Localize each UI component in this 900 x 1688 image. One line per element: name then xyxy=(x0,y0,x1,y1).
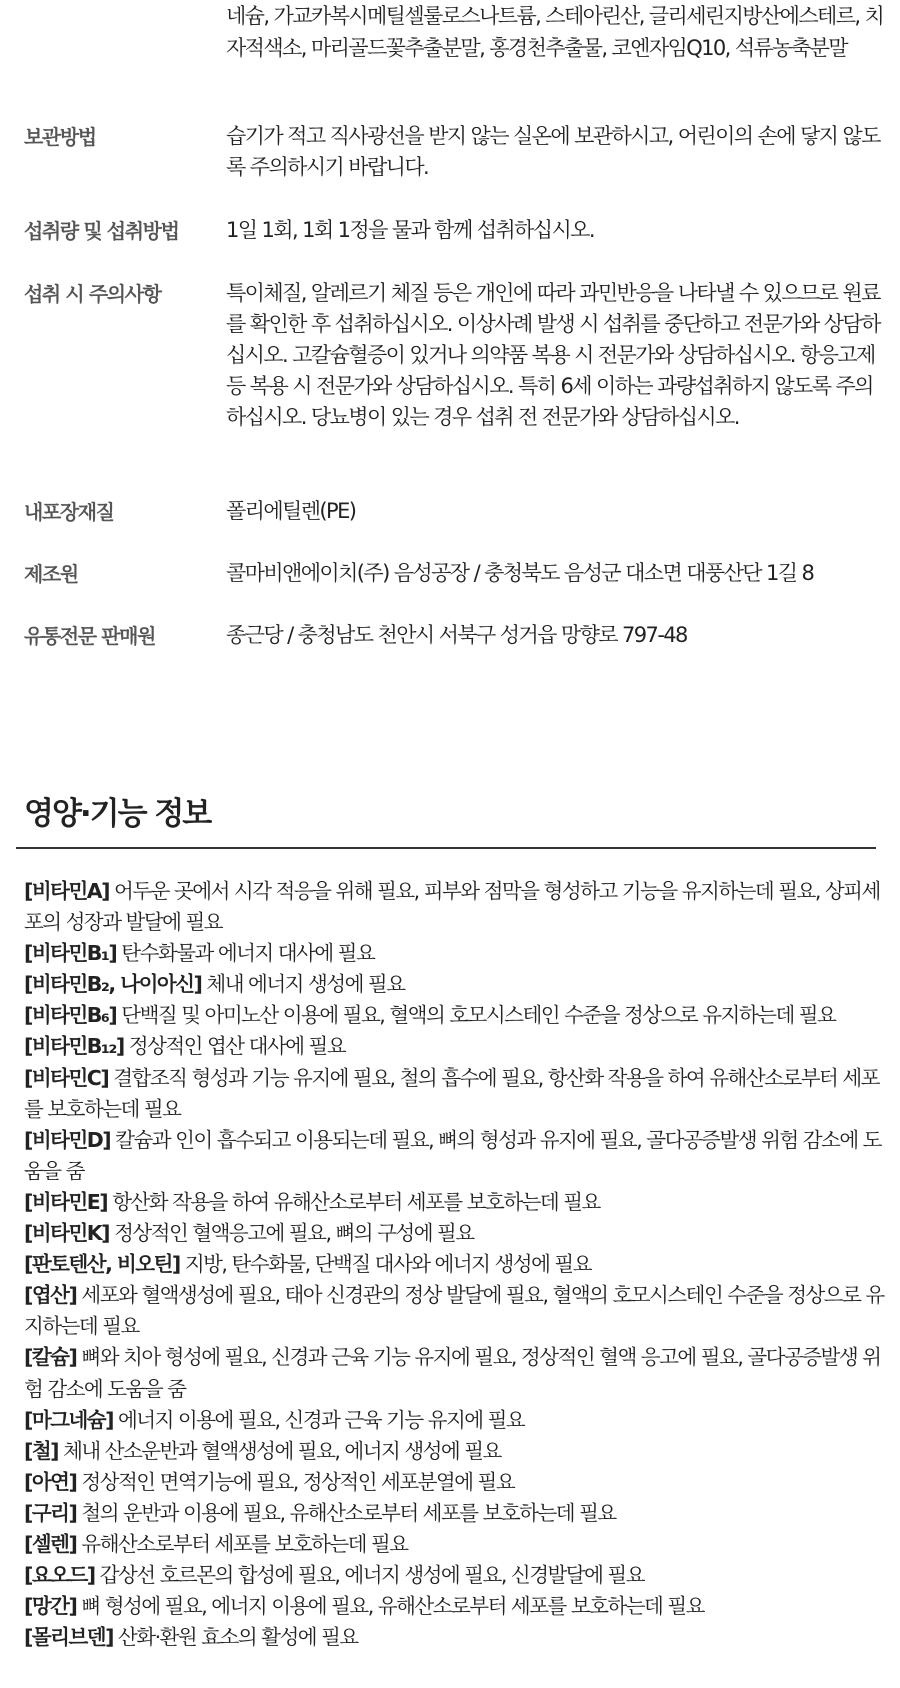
function-name: [비타민D] xyxy=(24,1127,111,1152)
function-name: [비타민E] xyxy=(24,1189,108,1214)
function-item xyxy=(24,938,884,969)
function-name: [칼슘] xyxy=(24,1345,77,1370)
function-item xyxy=(24,1405,884,1436)
function-desc: 체내 에너지 생성에 필요 xyxy=(206,972,405,997)
function-name: [철] xyxy=(24,1438,59,1463)
function-desc: 갑상선 호르몬의 합성에 필요, 에너지 생성에 필요, 신경발달에 필요 xyxy=(99,1563,645,1588)
function-item xyxy=(24,1218,884,1249)
function-desc: 산화·환원 효소의 활성에 필요 xyxy=(117,1625,358,1650)
function-name: [마그네슘] xyxy=(24,1407,113,1432)
ingredients-continued-text: 네슘, 가교카복시메틸셀룰로스나트륨, 스테아린산, 글리세린지방산에스테르, 치자적색소, 마리골드꽃추출분말, 홍경천추출물, 코엔자임Q10, 석류농축분말 xyxy=(226,4,884,60)
info-value: 콜마비앤에이치(주) 음성공장 / 충청북도 음성군 대소면 대풍산단 1길 8 xyxy=(226,561,814,585)
function-desc: 뼈와 치아 형성에 필요, 신경과 근육 기능 유지에 필요, 정상적인 혈액 응고에 필요, 골다공증발생 위험 감소에 도움을 줌 xyxy=(24,1345,881,1401)
function-item xyxy=(24,1280,884,1342)
function-item xyxy=(24,1187,884,1218)
info-value: 특이체질, 알레르기 체질 등은 개인에 따라 과민반응을 나타낼 수 있으므로 원료를 확인한 후 섭취하십시오. 이상사례 발생 시 섭취를 중단하고 전문가와 상담하십시오. 고칼슘혈증이 있거나 의약품 복용 시 전문가와 상담하십시오. 항응고제 등 복용 시 전문가와 상담하십시오. 특히 6세 이하는 과량섭취하지 않도록 주의하십시오. 당뇨병이 있는 경우 섭취 전 전문가와 상담하십시오. xyxy=(226,281,880,429)
function-desc: 체내 산소운반과 혈액생성에 필요, 에너지 생성에 필요 xyxy=(63,1438,501,1463)
info-value: 폴리에틸렌(PE) xyxy=(226,499,356,523)
section-divider xyxy=(16,847,876,849)
info-label: 제조원 xyxy=(24,562,78,586)
function-item xyxy=(24,1622,884,1653)
function-item xyxy=(24,969,884,1000)
function-desc: 단백질 및 아미노산 이용에 필요, 혈액의 호모시스테인 수준을 정상으로 유지하는데 필요 xyxy=(121,1003,836,1028)
function-item xyxy=(24,1560,884,1591)
function-name: [셀렌] xyxy=(24,1531,77,1556)
function-name: [요오드] xyxy=(24,1563,95,1588)
function-item xyxy=(24,1342,884,1404)
info-value: 종근당 / 충청남도 천안시 서북구 성거읍 망향로 797-48 xyxy=(226,623,687,647)
function-name: [비타민B₁] xyxy=(24,941,117,966)
function-name: [비타민K] xyxy=(24,1221,110,1246)
info-label: 내포장재질 xyxy=(24,500,114,524)
function-item xyxy=(24,1436,884,1467)
function-desc: 정상적인 면역기능에 필요, 정상적인 세포분열에 필요 xyxy=(81,1469,515,1494)
function-desc: 결합조직 형성과 기능 유지에 필요, 철의 흡수에 필요, 항산화 작용을 하여 유해산소로부터 세포를 보호하는데 필요 xyxy=(24,1065,879,1121)
info-label: 섭취 시 주의사항 xyxy=(24,282,161,306)
function-name: [엽산] xyxy=(24,1283,77,1308)
function-name: [몰리브덴] xyxy=(24,1625,113,1650)
function-desc: 지방, 탄수화물, 단백질 대사와 에너지 생성에 필요 xyxy=(184,1252,592,1277)
function-item xyxy=(24,1125,884,1187)
function-name: [비타민B₆] xyxy=(24,1003,117,1028)
function-item xyxy=(24,1031,884,1062)
function-name: [구리] xyxy=(24,1500,77,1525)
function-name: [비타민B₂, 나이아신] xyxy=(24,972,202,997)
function-desc: 세포와 혈액생성에 필요, 태아 신경관의 정상 발달에 필요, 혈액의 호모시스테인 수준을 정상으로 유지하는데 필요 xyxy=(24,1283,884,1339)
function-desc: 정상적인 엽산 대사에 필요 xyxy=(128,1034,346,1059)
function-item xyxy=(24,1000,884,1031)
function-name: [판토텐산, 비오틴] xyxy=(24,1252,180,1277)
info-label: 보관방법 xyxy=(24,125,96,149)
info-value: 습기가 적고 직사광선을 받지 않는 실온에 보관하시고, 어린이의 손에 닿지 않도록 주의하시기 바랍니다. xyxy=(226,124,880,179)
function-item xyxy=(24,1063,884,1125)
function-name: [비타민C] xyxy=(24,1065,109,1090)
function-item xyxy=(24,1529,884,1560)
function-desc: 항산화 작용을 하여 유해산소로부터 세포를 보호하는데 필요 xyxy=(112,1189,600,1214)
function-name: [비타민A] xyxy=(24,879,110,903)
function-item xyxy=(24,1498,884,1529)
section-title: 영양·기능 정보 xyxy=(24,796,211,832)
function-list xyxy=(24,876,884,1653)
function-desc: 철의 운반과 이용에 필요, 유해산소로부터 세포를 보호하는데 필요 xyxy=(81,1500,616,1525)
function-item xyxy=(24,1467,884,1498)
info-label: 섭취량 및 섭취방법 xyxy=(24,219,179,243)
function-item xyxy=(24,1249,884,1280)
function-desc: 뼈 형성에 필요, 에너지 이용에 필요, 유해산소로부터 세포를 보호하는데 필요 xyxy=(81,1594,704,1619)
function-name: [아연] xyxy=(24,1469,77,1494)
function-name: [망간] xyxy=(24,1594,77,1619)
function-desc: 유해산소로부터 세포를 보호하는데 필요 xyxy=(81,1531,408,1556)
function-desc: 칼슘과 인이 흡수되고 이용되는데 필요, 뼈의 형성과 유지에 필요, 골다공증발생 위험 감소에 도움을 줌 xyxy=(24,1127,881,1183)
function-desc: 정상적인 혈액응고에 필요, 뼈의 구성에 필요 xyxy=(114,1221,474,1246)
function-name: [비타민B₁₂] xyxy=(24,1034,124,1059)
function-desc: 탄수화물과 에너지 대사에 필요 xyxy=(121,941,375,966)
info-value: 1일 1회, 1회 1정을 물과 함께 섭취하십시오. xyxy=(226,218,594,242)
info-label: 유통전문 판매원 xyxy=(24,624,156,648)
function-item xyxy=(24,1591,884,1622)
function-desc: 어두운 곳에서 시각 적응을 위해 필요, 피부와 점막을 형성하고 기능을 유지하는데 필요, 상피세포의 성장과 발달에 필요 xyxy=(24,879,880,935)
function-desc: 에너지 이용에 필요, 신경과 근육 기능 유지에 필요 xyxy=(117,1407,525,1432)
function-item xyxy=(24,876,884,938)
